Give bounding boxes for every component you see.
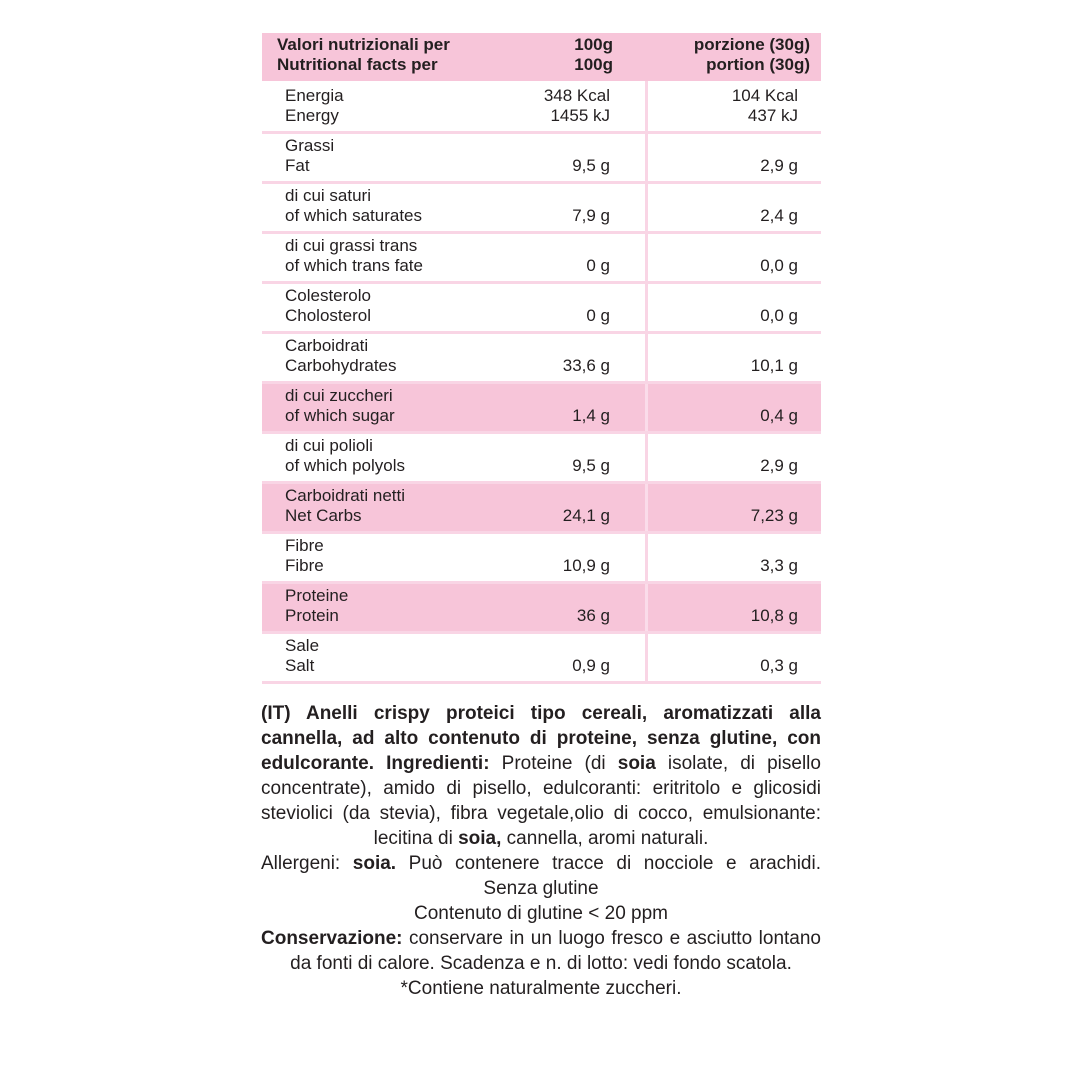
text-segment: Allergeni: [261,853,353,874]
row-label-it: Sale [285,636,320,655]
paragraph [261,701,821,851]
value-per-portion [645,334,821,381]
value-line: 0,3 g [760,656,798,675]
paragraph [261,851,821,901]
text-segment: soia. [352,853,397,874]
row-label [262,134,505,181]
value-per-portion [645,534,821,581]
value-line: 2,9 g [760,156,798,175]
row-label [262,584,505,631]
text-segment: soia [617,753,656,774]
row-label [262,184,505,231]
header-per-portion-it: porzione (30g) [693,34,810,54]
text-segment: Può contenere tracce di nocciole e arachidi. Senza glutine [396,853,821,899]
value-line: 0,9 g [572,656,610,675]
value-line: 24,1 g [562,506,610,525]
value-line: 437 kJ [747,106,798,125]
value-line: 104 Kcal [731,86,798,105]
table-row [262,81,821,131]
value-per-100g [505,584,645,631]
value-line: 0,0 g [760,256,798,275]
value-line: 7,9 g [572,206,610,225]
row-label-en: Carbohydrates [285,356,397,375]
text-segment: Contenuto di glutine < 20 ppm [413,903,669,924]
value-per-100g [505,184,645,231]
value-line: 348 Kcal [543,86,610,105]
row-label-en: Net Carbs [285,506,362,525]
row-label-en: Cholosterol [285,306,371,325]
row-label-it: Colesterolo [285,286,371,305]
table-row [262,281,821,331]
row-label-it: di cui polioli [285,436,373,455]
value-line: 10,8 g [750,606,798,625]
row-label-en: Fibre [285,556,324,575]
header-per-portion [645,33,821,81]
table-body [262,81,821,684]
value-per-100g [505,284,645,331]
row-label-it: di cui zuccheri [285,386,393,405]
text-segment: Conservazione: [261,928,403,949]
row-label-en: of which sugar [285,406,395,425]
text-segment: (IT) Anelli crispy proteici tipo cereali, aromatizzati alla cannella, ad alto contenuto di proteine, senza glutine, con edulcorante. Ingredienti: [261,703,821,774]
value-line: 10,1 g [750,356,798,375]
header-title-it: Valori nutrizionali per [277,34,450,54]
table-row [262,431,821,481]
paragraph [261,976,821,1001]
table-row [262,581,821,631]
text-segment: isolate, di pisello concentrate), amido di pisello, edulcoranti: eritritolo e glicosidi steviolici (da stevia), fibra vegetale,olio di cocco, emulsionante: lecitina di [261,753,821,849]
value-per-100g [505,334,645,381]
value-line: 33,6 g [562,356,610,375]
text-segment: cannella, aromi naturali. [501,828,709,849]
value-per-portion [645,284,821,331]
row-label-en: of which saturates [285,206,423,225]
text-segment: conservare in un luogo fresco e asciutto lontano da fonti di calore. Scadenza e n. di lotto: vedi fondo scatola. [290,928,821,974]
value-per-portion [645,184,821,231]
row-label-it: Carboidrati [285,336,369,355]
row-label-it: di cui saturi [285,186,371,205]
header-per-100g-line2: 100g [574,54,613,74]
value-per-100g [505,484,645,531]
row-label [262,284,505,331]
row-label-en: Protein [285,606,339,625]
row-label [262,434,505,481]
value-per-portion [645,384,821,431]
header-per-100g-line1: 100g [574,34,613,54]
row-label [262,534,505,581]
row-label-it: Grassi [285,136,335,155]
row-label-it: Fibre [285,536,324,555]
value-per-100g [505,434,645,481]
value-line: 1455 kJ [550,106,610,125]
row-label-en: of which polyols [285,456,406,475]
row-label-it: Energia [285,86,344,105]
text-segment: soia, [458,828,502,849]
row-label-en: Fat [285,156,310,175]
value-per-100g [505,234,645,281]
row-label-it: di cui grassi trans [285,236,418,255]
value-per-100g [505,384,645,431]
table-row [262,231,821,281]
value-per-100g [505,634,645,681]
table-row [262,131,821,181]
row-label [262,334,505,381]
value-per-portion [645,134,821,181]
nutrition-table [262,33,821,684]
table-row [262,381,821,431]
value-line: 0 g [586,306,610,325]
paragraph [261,901,821,926]
value-per-portion [645,434,821,481]
value-per-portion [645,81,821,131]
value-line: 36 g [576,606,610,625]
table-row [262,631,821,681]
table-row [262,481,821,531]
value-per-100g [505,134,645,181]
row-label-it: Proteine [285,586,349,605]
value-line: 2,4 g [760,206,798,225]
value-line: 1,4 g [572,406,610,425]
paragraph [261,926,821,976]
value-line: 3,3 g [760,556,798,575]
value-per-portion [645,584,821,631]
value-per-100g [505,81,645,131]
row-label-it: Carboidrati netti [285,486,406,505]
table-row [262,531,821,581]
row-label-en: Energy [285,106,339,125]
text-segment: *Contiene naturalmente zuccheri. [400,978,682,999]
header-per-100g [505,33,645,81]
value-line: 10,9 g [562,556,610,575]
value-per-portion [645,484,821,531]
table-row [262,331,821,381]
value-per-portion [645,234,821,281]
row-label [262,384,505,431]
info-text [261,701,821,1001]
value-line: 7,23 g [750,506,798,525]
header-per-portion-en: portion (30g) [706,54,810,74]
value-line: 0,0 g [760,306,798,325]
row-label-en: of which trans fate [285,256,423,275]
row-label [262,634,505,681]
value-per-portion [645,634,821,681]
row-label-en: Salt [285,656,315,675]
table-row [262,181,821,231]
header-title [262,33,505,81]
value-line: 2,9 g [760,456,798,475]
text-segment: Proteine (di [501,753,618,774]
value-per-100g [505,534,645,581]
table-header [262,33,821,81]
header-title-en: Nutritional facts per [277,54,438,74]
row-label [262,484,505,531]
row-label [262,234,505,281]
value-line: 9,5 g [572,156,610,175]
row-label [262,81,505,131]
value-line: 9,5 g [572,456,610,475]
value-line: 0 g [586,256,610,275]
value-line: 0,4 g [760,406,798,425]
